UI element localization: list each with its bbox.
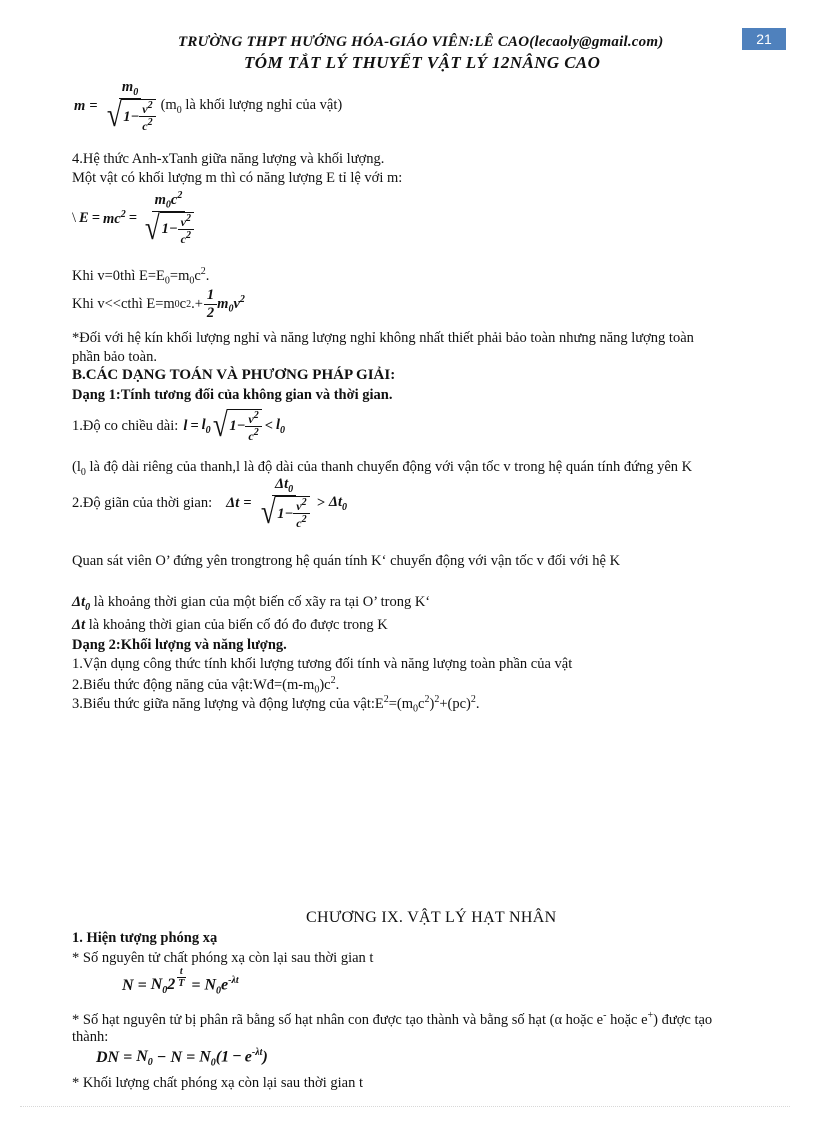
section-4-title: 4.Hệ thức Anh-xTanh giữa năng lượng và khối lượng. bbox=[72, 151, 385, 167]
formula-decayed-count: DN = $N_0$ − N = $N_0(1 - e^{-\lambda t})$ bbox=[96, 1047, 268, 1069]
length-contraction-line: 1.Độ co chiều dài: l = $l_0$ √ 1 − $\frac{v^2}{c^2}$ < $l_0$ bbox=[72, 407, 285, 445]
type-1-heading: Dạng 1:Tính tương đối của không gian và thời gian. bbox=[72, 387, 393, 403]
type-2-heading: Dạng 2:Khối lượng và năng lượng. bbox=[72, 637, 287, 653]
section-4-description: Một vật có khối lượng m thì có năng lượng E tỉ lệ với m: bbox=[72, 170, 403, 186]
section-1-decayed-atoms-2: thành: bbox=[72, 1029, 109, 1045]
formula-decay-law: N = $N_02$ $\frac{t}{T}$ = $N_0e^{-\lambda t}$ bbox=[122, 966, 239, 997]
chapter-title: CHƯƠNG IX. VẬT LÝ HẠT NHÂN bbox=[306, 909, 557, 926]
header-document-title: TÓM TẮT LÝ THUYẾT VẬT LÝ 12NÂNG CAO bbox=[244, 53, 601, 72]
formula-relativistic-mass: m = $m_0$ √ 1 − $\frac{v^2}{c^2}$ ($m_0$ là khối lượng nghỉ của vật) bbox=[74, 79, 343, 135]
header-school-line: TRƯỜNG THPT HƯỚNG HÓA-GIÁO VIÊN:LÊ CAO(lecaoly@gmail.com) bbox=[178, 34, 664, 50]
section-1-decayed-atoms: * Số hạt nguyên tử bị phân rã bằng số hạt nhân con được tạo thành và bằng số hạt (α hoặc e- hoặc e+) được tạo bbox=[72, 1010, 713, 1028]
section-1-remaining-mass: * Khối lượng chất phóng xạ còn lại sau thời gian t bbox=[72, 1075, 363, 1091]
time-dilation-line: 2.Độ giãn của thời gian: Δt = $\Delta t_0$ √ 1 − $\frac{v^2}{c^2}$ > $\Delta t_0$ bbox=[72, 476, 347, 532]
footer-divider bbox=[20, 1106, 790, 1107]
page-number-badge: 21 bbox=[742, 28, 786, 50]
formula-mass-energy: \ E = $mc^2$ = $m_0c^2$ √ 1 − $\frac{v^2}{c^2}$ bbox=[72, 190, 197, 247]
proper-time-note: $\Delta t_0$ là khoảng thời gian của một biến cố xãy ra tại O’ trong K‘ bbox=[72, 594, 431, 613]
type-2-item-1: 1.Vận dụng công thức tính khối lượng tương đối tính và năng lượng toàn phần của vật bbox=[72, 656, 573, 672]
closed-system-note: *Đối với hệ kín khối lượng nghỉ và năng lượng nghỉ không nhất thiết phải bảo toàn nhưng năng lượng toàn bbox=[72, 330, 694, 346]
observer-note: Quan sát viên O’ đứng yên trongtrong hệ quán tính K‘ chuyển động với vận tốc v đối với hệ K bbox=[72, 553, 621, 569]
section-b-heading: B.CÁC DẠNG TOÁN VÀ PHƯƠNG PHÁP GIẢI: bbox=[72, 367, 396, 383]
type-2-item-2: 2.Biểu thức động năng của $vật:Wđ=(m-m_0)c^2$. bbox=[72, 675, 340, 696]
length-note: ($l_0$ là độ dài riêng của thanh,l là độ dài của thanh chuyển động với vận tốc v trong hệ quán tính đứng yên K bbox=[72, 459, 693, 478]
section-1-remaining-atoms: * Số nguyên tử chất phóng xạ còn lại sau thời gian t bbox=[72, 950, 374, 966]
mass-note: ($m_0$ là khối lượng nghỉ của vật) bbox=[160, 97, 343, 117]
type-2-item-3: 3.Biểu thức giữa năng lượng và động lượng của $vật:E^2=(m_0c^2)^2+(pc)^2$. bbox=[72, 694, 480, 715]
low-speed-energy-line: Khi v<<cthì E=m 0 c 2 .+ $\frac{1}{2}$ $m_0v^2$ bbox=[72, 287, 245, 321]
closed-system-note-2: phần bảo toàn. bbox=[72, 349, 157, 365]
section-1-heading: 1. Hiện tượng phóng xạ bbox=[72, 930, 218, 946]
dilated-time-note: Δt là khoảng thời gian của biến cố đó đo được trong K bbox=[72, 617, 388, 633]
rest-energy-line: Khi v=0thì $E=E_0=m_0c^2$. bbox=[72, 266, 210, 287]
